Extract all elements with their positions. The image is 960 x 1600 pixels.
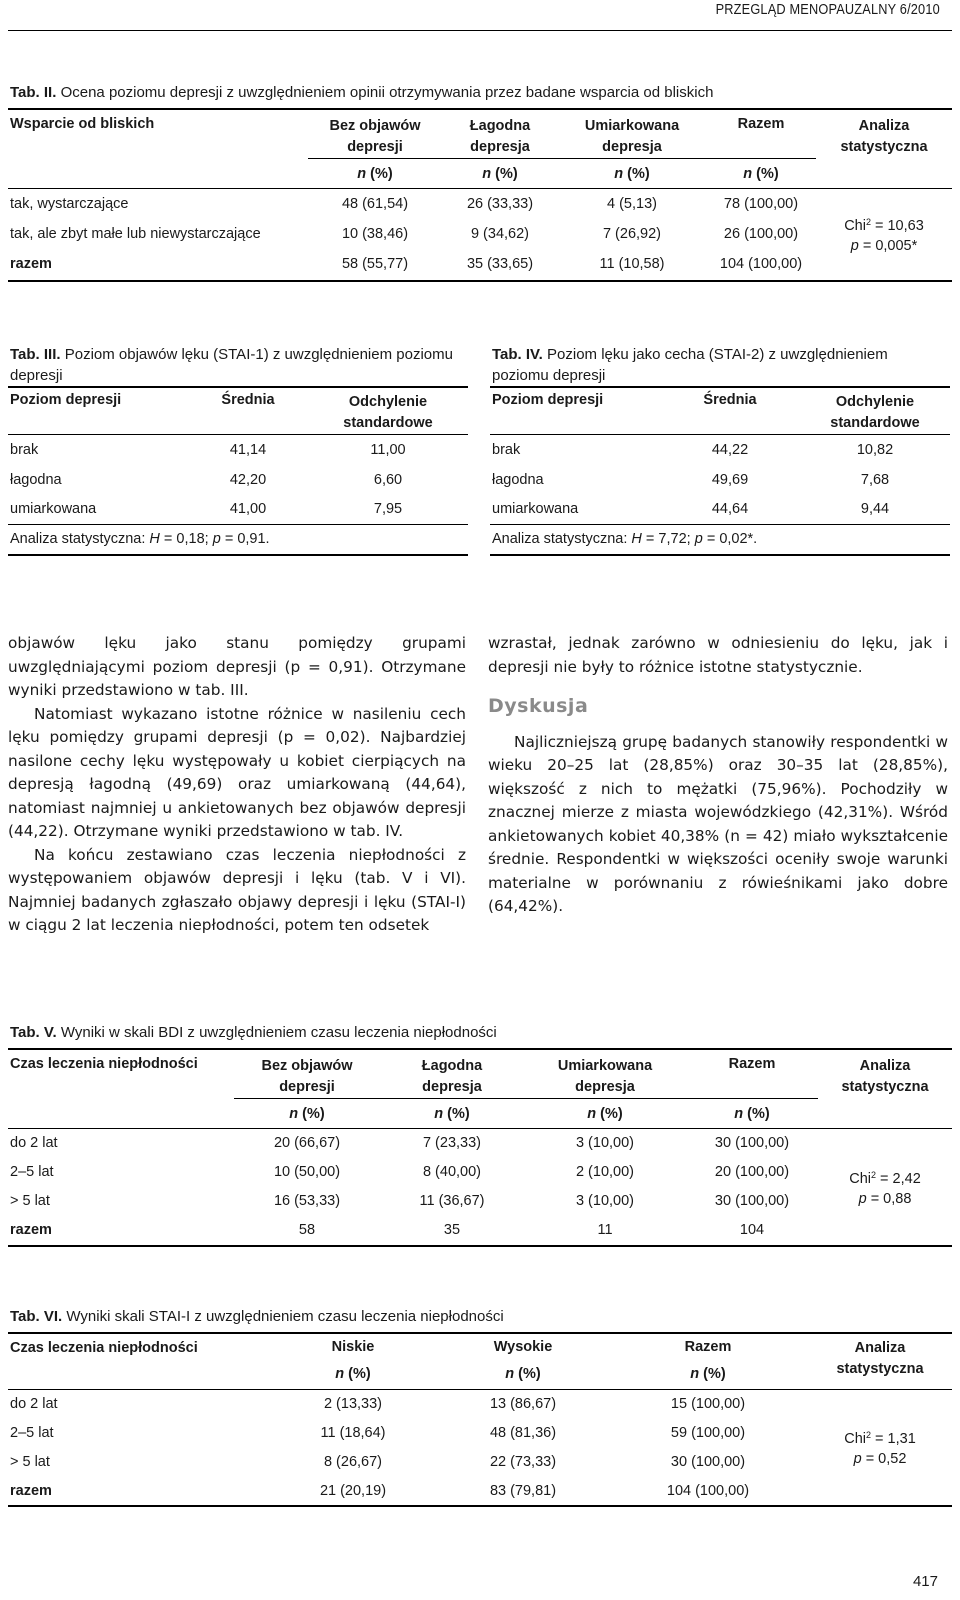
body-paragraph: objawów lęku jako stanu pomiędzy grupami uwzględniającymi poziom depresji (p = 0,91). Otrzymane wyniki przedstawiono w tab. III.	[8, 634, 466, 699]
cell: 8 (26,67)	[323, 1453, 383, 1470]
cell: 58 (55,77)	[341, 256, 409, 272]
row-label: brak	[492, 441, 521, 458]
tab5-col-moderate: Umiarkowana depresja	[557, 1058, 653, 1095]
table-row	[490, 495, 950, 525]
cell: 21 (20,19)	[319, 1482, 387, 1499]
row-label: > 5 lat	[10, 1193, 50, 1209]
cell: 7 (26,92)	[602, 225, 662, 242]
body-paragraph: wzrastał, jednak zarówno w odniesieniu do lęku, jak i depresji nie były to różnice istotne statystycznie.	[488, 634, 948, 676]
page-number: 417	[912, 1573, 938, 1590]
tab5-table	[8, 1048, 952, 1247]
tab6-sub-n2: n (%)	[438, 1360, 608, 1389]
cell: 44,22	[711, 441, 749, 458]
cell: 83 (79,81)	[489, 1482, 557, 1499]
cell: 2 (13,33)	[323, 1395, 383, 1412]
cell: 7,68	[860, 471, 890, 488]
tab4-col-level: Poziom depresji	[492, 392, 604, 408]
table-row	[8, 219, 952, 249]
table-row	[8, 1129, 952, 1158]
tab6-label: Tab. VI.	[10, 1308, 63, 1325]
tab5-sub-n2: n (%)	[380, 1099, 524, 1129]
table-row	[8, 1389, 952, 1418]
cell: 8 (40,00)	[422, 1164, 482, 1180]
tab6-caption	[10, 1306, 950, 1327]
tab6-sub-n1: n (%)	[268, 1360, 438, 1389]
tab5-sub-n4: n (%)	[686, 1099, 818, 1129]
row-label: do 2 lat	[10, 1135, 58, 1152]
cell: 4 (5,13)	[607, 195, 657, 212]
cell: 7,95	[373, 501, 403, 518]
table-row	[8, 1158, 952, 1187]
cell: 26 (100,00)	[723, 225, 799, 242]
tab5-col-none: Bez objawów depresji	[261, 1058, 353, 1095]
table-row	[490, 465, 950, 495]
cell: 2 (10,00)	[575, 1164, 635, 1180]
tab3-col-mean: Średnia	[221, 392, 275, 408]
cell: 104	[739, 1222, 765, 1238]
cell: 20 (100,00)	[714, 1164, 790, 1180]
body-paragraph: Natomiast wykazano istotne różnice w nasileniu cech lęku pomiędzy grupami depresji (p = 0,02). Najbardziej nasilone cechy lęku występowały u kobiet cierpiących na depresją łagodną (49,69) oraz umiarkowaną (44,64), natomiast najmniej u ankietowanych bez objawów depresji (44,22). Otrzymane wyniki przedstawiono w tab. IV.	[8, 704, 466, 840]
table-row	[8, 1187, 952, 1216]
cell: 104 (100,00)	[719, 256, 803, 272]
table-row	[8, 189, 952, 219]
tab2-label: Tab. II.	[10, 84, 57, 101]
tab2-sub-empty	[8, 159, 308, 189]
cell: 6,60	[373, 471, 403, 488]
body-paragraph: Najliczniejszą grupę badanych stanowiły respondentki w wieku 20–25 lat (28,85%) oraz 30–35 lat (28,85%), większość z nich to mężatki (75,96%). Pochodziły w znacznej mierze z miasta wojewódzkiego (42,31%). Wśród ankietowanych kobiet 40,38% (n = 42) miało wykształcenie średnie. Respondentki w większości oceniły swoje warunki materialne w porównaniu z rówieśnikami jako dobre (64,42%).	[488, 732, 948, 915]
cell: 11,00	[370, 441, 406, 458]
cell: 41,14	[229, 441, 267, 458]
tab2-col-support: Wsparcie od bliskich	[10, 116, 155, 132]
tab4-stats: Analiza statystyczna: H = 7,72; p = 0,02*.	[492, 531, 758, 548]
tab2-sub-n3: n (%)	[558, 159, 706, 189]
cell: 3 (10,00)	[575, 1135, 635, 1152]
tab6-table	[8, 1332, 952, 1507]
body-right-column	[488, 632, 948, 919]
row-label: do 2 lat	[10, 1395, 58, 1412]
cell: 48 (61,54)	[341, 195, 409, 212]
tab6-sub-n3: n (%)	[608, 1360, 808, 1389]
tab3-label: Tab. III.	[10, 346, 61, 363]
tab2-sub-n1: n (%)	[308, 159, 442, 189]
cell: 42,20	[229, 471, 267, 488]
tab5-col-mild: Łagodna depresja	[421, 1058, 483, 1095]
tab6-col-low: Niskie	[331, 1339, 375, 1355]
tab4-col-mean: Średnia	[703, 392, 757, 408]
cell: 10 (50,00)	[273, 1164, 341, 1180]
header-rule	[8, 30, 952, 31]
cell: 3 (10,00)	[575, 1193, 635, 1209]
cell: 11	[597, 1222, 613, 1238]
row-label: razem	[10, 1222, 52, 1238]
cell: 16 (53,33)	[273, 1193, 341, 1209]
tab2-caption	[10, 82, 950, 103]
tab3-stats: Analiza statystyczna: H = 0,18; p = 0,91.	[10, 531, 270, 548]
row-label: razem	[10, 1482, 52, 1499]
row-label: tak, ale zbyt małe lub niewystarczające	[10, 225, 261, 242]
cell: 7 (23,33)	[422, 1135, 482, 1152]
cell: 104 (100,00)	[666, 1482, 750, 1499]
table-row	[8, 435, 468, 465]
tab6-sub-empty	[8, 1360, 268, 1389]
cell: 11 (36,67)	[419, 1193, 485, 1209]
tab5-col-time: Czas leczenia niepłodności	[10, 1056, 198, 1072]
tab2-col-total: Razem	[737, 116, 785, 132]
tab2-col-stats: Analiza statystyczna	[816, 109, 952, 189]
cell: 78 (100,00)	[723, 195, 799, 212]
tab3-caption-text: Poziom objawów lęku (STAI-1) z uwzględnieniem poziomu depresji	[10, 346, 453, 384]
tab2-col-none: Bez objawów depresji	[329, 118, 421, 155]
body-left-column	[8, 632, 466, 938]
cell: 48 (81,36)	[489, 1424, 557, 1441]
tab4-table	[490, 386, 950, 556]
tab3-table	[8, 386, 468, 556]
tab6-caption-text: Wyniki skali STAI-I z uwzględnieniem czasu leczenia niepłodności	[66, 1308, 504, 1325]
cell: 9 (34,62)	[470, 225, 530, 242]
cell: 35 (33,65)	[466, 256, 534, 272]
tab4-col-sd: Odchylenie standardowe	[830, 394, 920, 431]
tab3-caption	[10, 344, 466, 386]
cell: 22 (73,33)	[489, 1453, 557, 1470]
cell: 11 (10,58)	[599, 256, 665, 272]
tab2-stats-cell: Chi$^2$ = 10,63 p = 0,005*	[844, 217, 924, 255]
cell: 30 (100,00)	[670, 1453, 746, 1470]
tab2-caption-text: Ocena poziomu depresji z uwzględnieniem opinii otrzymywania przez badane wsparcia od bliskich	[60, 84, 714, 101]
tab2-col-mild: Łagodna depresja	[469, 118, 531, 155]
tab5-col-total: Razem	[728, 1056, 776, 1072]
cell: 49,69	[711, 471, 749, 488]
tab4-caption	[492, 344, 948, 386]
tab4-label: Tab. IV.	[492, 346, 543, 363]
tab2-sub-n2: n (%)	[442, 159, 558, 189]
tab5-sub-n3: n (%)	[524, 1099, 686, 1129]
tab5-sub-n1: n (%)	[234, 1099, 380, 1129]
section-title: Dyskusja	[488, 695, 589, 717]
row-label: umiarkowana	[10, 501, 97, 518]
cell: 59 (100,00)	[670, 1424, 746, 1441]
row-label: łagodna	[10, 471, 62, 488]
row-label: tak, wystarczające	[10, 195, 129, 212]
cell: 44,64	[711, 501, 749, 518]
tab5-caption	[10, 1022, 950, 1043]
tab5-label: Tab. V.	[10, 1024, 57, 1041]
row-label: razem	[10, 256, 52, 272]
tab3-col-sd: Odchylenie standardowe	[343, 394, 433, 431]
tab3-col-level: Poziom depresji	[10, 392, 122, 408]
tab2-col-moderate: Umiarkowana depresja	[584, 118, 680, 155]
tab5-col-stats: Analiza statystyczna	[818, 1049, 952, 1129]
table-row	[8, 1216, 952, 1246]
cell: 30 (100,00)	[714, 1193, 790, 1209]
tab5-sub-empty	[8, 1099, 234, 1129]
cell: 11 (18,64)	[320, 1424, 386, 1441]
tab6-col-time: Czas leczenia niepłodności	[10, 1340, 198, 1356]
row-label: brak	[10, 441, 39, 458]
tab2-table	[8, 108, 952, 282]
tab2-sub-n4: n (%)	[706, 159, 816, 189]
tab5-caption-text: Wyniki w skali BDI z uwzględnieniem czasu leczenia niepłodności	[60, 1024, 497, 1041]
tab6-stats-cell: Chi$^2$ = 1,31 p = 0,52	[844, 1430, 916, 1468]
table-row	[490, 435, 950, 465]
cell: 30 (100,00)	[714, 1135, 790, 1152]
row-label: > 5 lat	[10, 1453, 50, 1470]
cell: 58	[298, 1222, 316, 1238]
cell: 15 (100,00)	[670, 1395, 746, 1412]
row-label: umiarkowana	[492, 501, 579, 518]
table-row	[8, 495, 468, 525]
tab4-caption-text: Poziom lęku jako cecha (STAI-2) z uwzględnieniem poziomu depresji	[492, 346, 888, 384]
cell: 10,82	[856, 441, 894, 458]
cell: 9,44	[860, 501, 890, 518]
body-paragraph: Na końcu zestawiano czas leczenia niepłodności z występowaniem objawów depresji i lęku (tab. V i VI). Najmniej badanych zgłaszało objawy depresji i lęku (STAI-I) w ciągu 2 lat leczenia niepłodności, potem ten odsetek	[8, 845, 466, 934]
cell: 35	[443, 1222, 461, 1238]
tab6-col-high: Wysokie	[493, 1339, 553, 1355]
cell: 13 (86,67)	[489, 1395, 557, 1412]
cell: 26 (33,33)	[466, 195, 534, 212]
tab5-stats-cell: Chi$^2$ = 2,42 p = 0,88	[849, 1169, 921, 1207]
row-label: 2–5 lat	[10, 1424, 54, 1441]
row-label: łagodna	[492, 471, 544, 488]
table-row	[8, 249, 952, 281]
tab6-col-stats: Analiza statystyczna	[808, 1333, 952, 1389]
row-label: 2–5 lat	[10, 1164, 54, 1180]
cell: 41,00	[229, 501, 267, 518]
table-row	[8, 465, 468, 495]
cell: 20 (66,67)	[273, 1135, 341, 1152]
journal-header: PRZEGLĄD MENOPAUZALNY 6/2010	[715, 2, 940, 18]
cell: 10 (38,46)	[341, 225, 409, 242]
tab6-col-total: Razem	[684, 1339, 732, 1355]
